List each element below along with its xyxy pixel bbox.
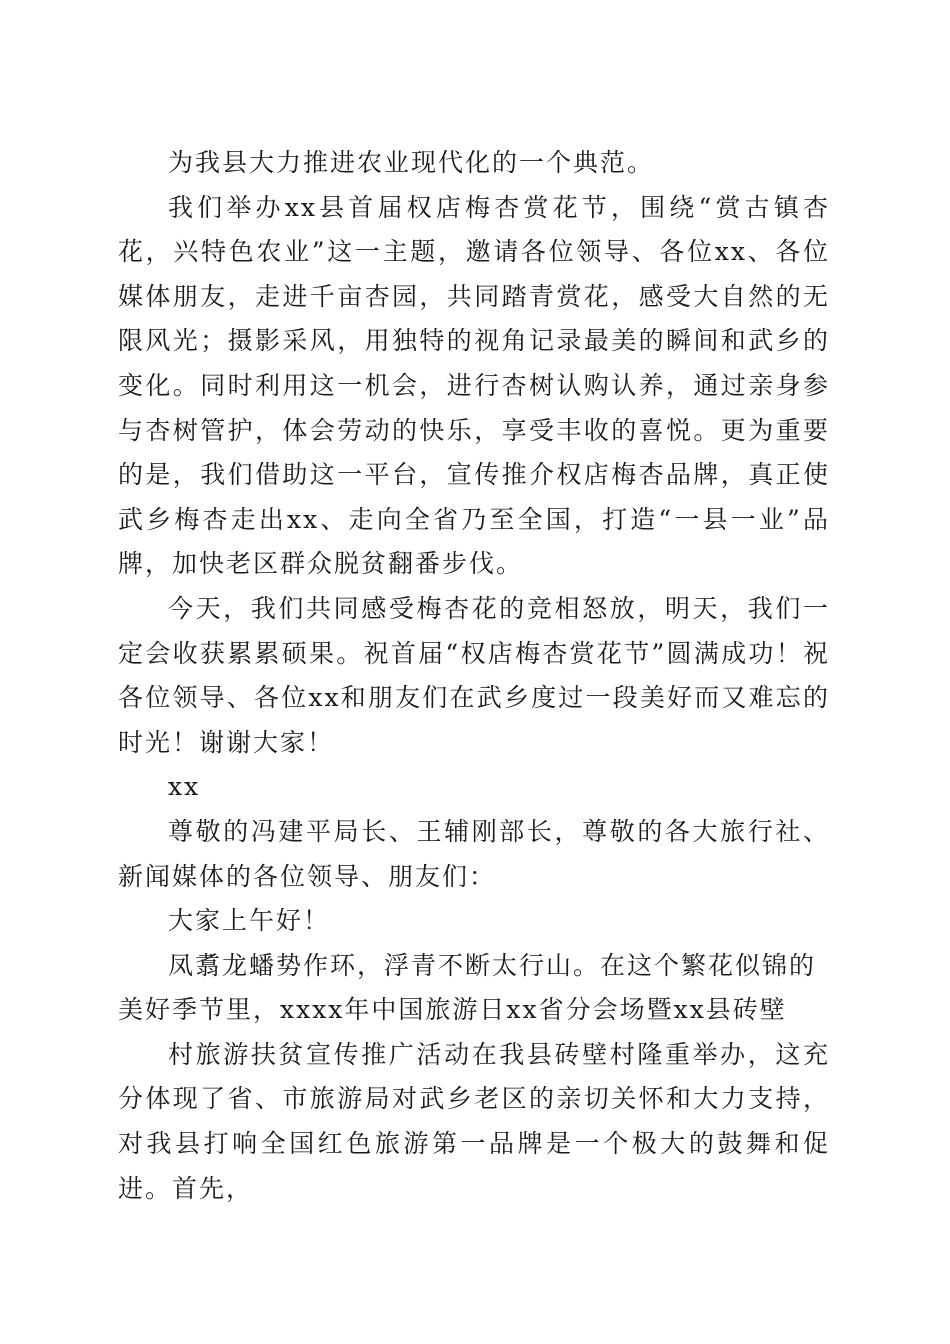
- paragraph-5: 尊敬的冯建平局长、王辅刚部长，尊敬的各大旅行社、新闻媒体的各位领导、朋友们：: [118, 816, 830, 891]
- paragraph-1: 为我县大力推进农业现代化的一个典范。: [168, 148, 655, 177]
- paragraph-6: 大家上午好！: [168, 906, 331, 936]
- paragraph-3: 今天，我们共同感受梅杏花的竞相怒放，明天，我们一定会收获累累硕果。祝首届“权店梅杏赏花节”圆满成功！祝各位领导、各位xx和朋友们在武乡度过一段美好而又难忘的时光！谢谢大家！: [118, 593, 830, 757]
- document-body: [118, 141, 830, 1211]
- paragraph-4: xx: [168, 772, 201, 802]
- paragraph-2: 我们举办xx县首届权店梅杏赏花节，围绕“赏古镇杏花，兴特色农业”这一主题，邀请各位领导、各位xx、各位媒体朋友，走进千亩杏园，共同踏青赏花，感受大自然的无限风光；摄影采风，用独特的视角记录最美的瞬间和武乡的变化。同时利用这一机会，进行杏树认购认养，通过亲身参与杏树管护，体会劳动的快乐，享受丰收的喜悦。更为重要的是，我们借助这一平台，宣传推介权店梅杏品牌，真正使武乡梅杏走出xx、走向全省乃至全国，打造“一县一业”品牌，加快老区群众脱贫翻番步伐。: [118, 192, 830, 579]
- paragraph-8: 村旅游扶贫宣传推广活动在我县砖壁村隆重举办，这充分体现了省、市旅游局对武乡老区的亲切关怀和大力支持，对我县打响全国红色旅游第一品牌是一个极大的鼓舞和促进。首先，: [118, 1039, 830, 1203]
- paragraph-7: 凤翥龙蟠势作环，浮青不断太行山。在这个繁花似锦的美好季节里，xxxx年中国旅游日xx省分会场暨xx县砖壁: [118, 950, 817, 1025]
